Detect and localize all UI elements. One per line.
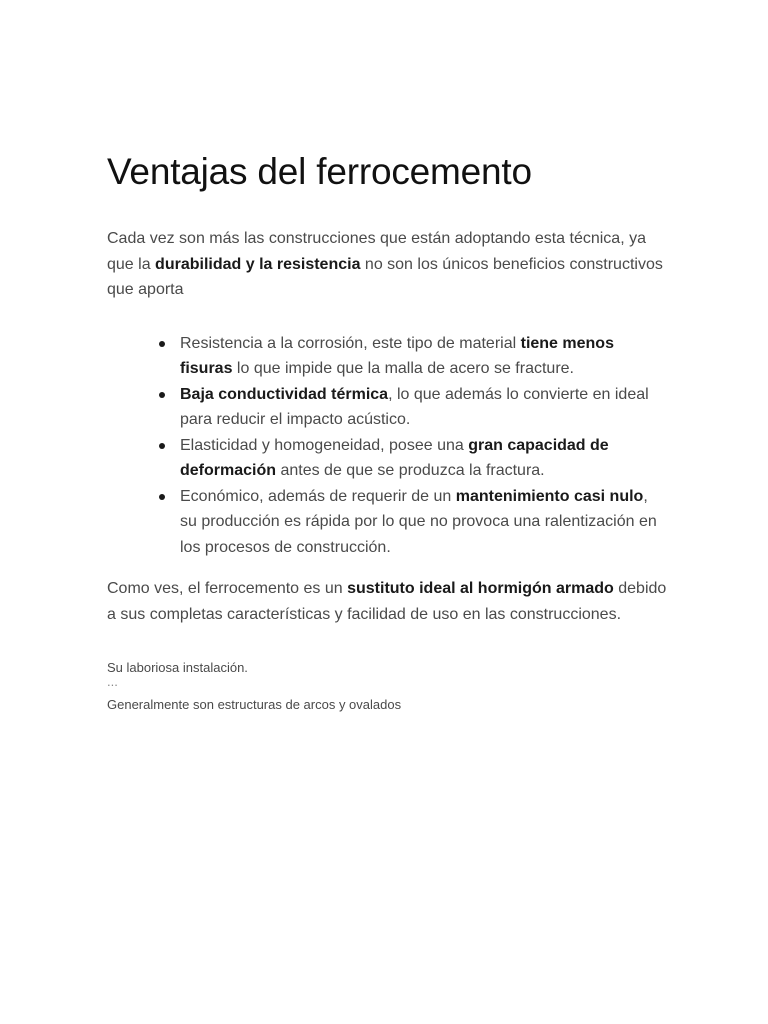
list-item-bold: tiene menos fisuras xyxy=(180,334,614,377)
list-item-bold: Baja conductividad térmica xyxy=(180,385,389,403)
intro-bold: durabilidad y la resistencia xyxy=(155,255,361,273)
intro-text-2: no son los únicos beneficios constructivos que aporta xyxy=(107,255,663,298)
list-item-bold: gran capacidad de deformación xyxy=(180,436,609,479)
ellipsis: ... xyxy=(107,674,118,689)
list-item-text: Resistencia a la corrosión, este tipo de material xyxy=(180,334,521,352)
intro-text-1: Cada vez son más las construcciones que están adoptando esta técnica, ya que la xyxy=(107,230,646,273)
list-item xyxy=(180,433,667,484)
article-body xyxy=(107,148,667,713)
list-item-bold: mantenimiento casi nulo xyxy=(455,487,644,505)
list-item-text: , su producción es rápida por lo que no provoca una ralentización en los procesos de construcción. xyxy=(180,487,657,556)
bullet-icon xyxy=(159,443,165,449)
list-item-text: lo que impide que la malla de acero se fracture. xyxy=(232,360,574,377)
list-item-text: antes de que se produzca la fractura. xyxy=(276,462,545,479)
conclusion-text-2: debido a sus completas características y facilidad de uso en las construcciones. xyxy=(107,580,667,623)
advantages-list xyxy=(107,331,667,561)
list-item-text: Económico, además de requerir de un xyxy=(180,487,456,505)
caption-structures: Generalmente son estructuras de arcos y ovalados xyxy=(107,697,402,712)
page-title: Ventajas del ferrocemento xyxy=(107,151,532,192)
list-item xyxy=(180,331,667,382)
bullet-icon xyxy=(159,494,165,500)
conclusion-text-1: Como ves, el ferrocemento es un xyxy=(107,580,348,597)
bullet-icon xyxy=(159,341,165,347)
conclusion-paragraph xyxy=(107,576,667,627)
caption-installation: Su laboriosa instalación. xyxy=(107,660,248,675)
list-item xyxy=(180,484,667,561)
conclusion-bold: sustituto ideal al hormigón armado xyxy=(347,580,614,597)
list-item-text: Elasticidad y homogeneidad, posee una xyxy=(180,436,469,454)
list-item-text: , lo que además lo convierte en ideal para reducir el impacto acústico. xyxy=(180,385,649,428)
list-item xyxy=(180,382,667,433)
intro-paragraph xyxy=(107,226,667,303)
bullet-icon xyxy=(159,392,165,398)
